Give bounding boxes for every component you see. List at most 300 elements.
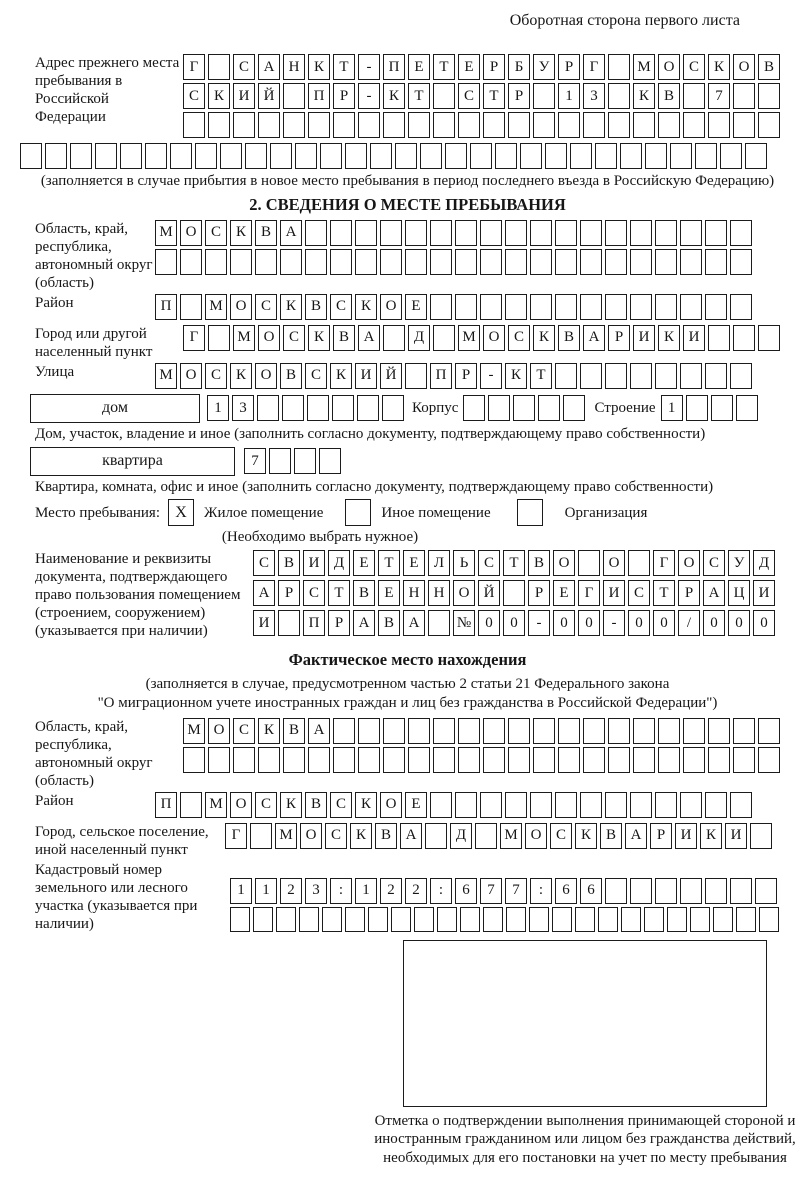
char-box[interactable]: С	[233, 54, 255, 80]
char-box[interactable]: Е	[405, 792, 427, 818]
char-box[interactable]	[458, 747, 480, 773]
document-row-1[interactable]	[253, 550, 778, 576]
stay-residential-checkbox[interactable]: X	[168, 499, 194, 526]
char-box[interactable]	[680, 249, 702, 275]
char-box[interactable]: С	[255, 792, 277, 818]
char-box[interactable]	[630, 220, 652, 246]
char-box[interactable]: 0	[478, 610, 500, 636]
char-box[interactable]	[705, 878, 727, 904]
char-box[interactable]	[759, 907, 779, 932]
char-box[interactable]: С	[325, 823, 347, 849]
actual-district-row[interactable]	[155, 792, 755, 818]
char-box[interactable]: В	[658, 83, 680, 109]
char-box[interactable]	[253, 907, 273, 932]
char-box[interactable]	[208, 54, 230, 80]
char-box[interactable]	[633, 112, 655, 138]
char-box[interactable]: М	[155, 220, 177, 246]
char-box[interactable]	[605, 878, 627, 904]
char-box[interactable]: №	[453, 610, 475, 636]
char-box[interactable]	[433, 112, 455, 138]
prev-address-row-1[interactable]	[183, 54, 783, 80]
char-box[interactable]: К	[208, 83, 230, 109]
char-box[interactable]	[580, 249, 602, 275]
char-box[interactable]	[580, 792, 602, 818]
char-box[interactable]	[257, 395, 279, 421]
char-box[interactable]: -	[603, 610, 625, 636]
char-box[interactable]: К	[308, 54, 330, 80]
char-box[interactable]	[358, 718, 380, 744]
prev-address-row-4[interactable]	[20, 143, 780, 169]
char-box[interactable]	[433, 747, 455, 773]
region-row-1[interactable]	[155, 220, 755, 246]
char-box[interactable]	[433, 83, 455, 109]
char-box[interactable]: :	[530, 878, 552, 904]
char-box[interactable]: В	[333, 325, 355, 351]
char-box[interactable]	[428, 610, 450, 636]
char-box[interactable]: 2	[405, 878, 427, 904]
char-box[interactable]: К	[383, 83, 405, 109]
char-box[interactable]	[508, 718, 530, 744]
char-box[interactable]	[455, 792, 477, 818]
cadastre-row-1[interactable]	[230, 878, 782, 904]
char-box[interactable]: Е	[378, 580, 400, 606]
char-box[interactable]: И	[725, 823, 747, 849]
char-box[interactable]	[680, 220, 702, 246]
char-box[interactable]: Н	[283, 54, 305, 80]
char-box[interactable]	[683, 747, 705, 773]
char-box[interactable]	[655, 878, 677, 904]
char-box[interactable]	[605, 363, 627, 389]
char-box[interactable]	[750, 823, 772, 849]
char-box[interactable]: Р	[508, 83, 530, 109]
char-box[interactable]: -	[358, 83, 380, 109]
char-box[interactable]	[505, 792, 527, 818]
char-box[interactable]	[608, 54, 630, 80]
house-number-row[interactable]	[207, 395, 407, 421]
char-box[interactable]: 1	[355, 878, 377, 904]
char-box[interactable]	[655, 249, 677, 275]
stay-other-checkbox[interactable]	[345, 499, 371, 526]
char-box[interactable]	[558, 718, 580, 744]
char-box[interactable]	[533, 747, 555, 773]
char-box[interactable]	[230, 249, 252, 275]
char-box[interactable]: В	[305, 792, 327, 818]
char-box[interactable]	[358, 112, 380, 138]
char-box[interactable]	[120, 143, 142, 169]
char-box[interactable]: Е	[458, 54, 480, 80]
char-box[interactable]: С	[305, 363, 327, 389]
prev-address-row-3[interactable]	[183, 112, 783, 138]
char-box[interactable]: 0	[703, 610, 725, 636]
char-box[interactable]	[620, 143, 642, 169]
char-box[interactable]	[405, 249, 427, 275]
char-box[interactable]	[480, 249, 502, 275]
char-box[interactable]	[95, 143, 117, 169]
char-box[interactable]: С	[205, 363, 227, 389]
char-box[interactable]	[488, 395, 510, 421]
char-box[interactable]	[250, 823, 272, 849]
char-box[interactable]	[430, 792, 452, 818]
char-box[interactable]	[530, 294, 552, 320]
char-box[interactable]: О	[230, 792, 252, 818]
char-box[interactable]	[720, 143, 742, 169]
char-box[interactable]	[245, 143, 267, 169]
char-box[interactable]	[295, 143, 317, 169]
char-box[interactable]: А	[583, 325, 605, 351]
char-box[interactable]	[333, 718, 355, 744]
char-box[interactable]: В	[378, 610, 400, 636]
char-box[interactable]: О	[258, 325, 280, 351]
char-box[interactable]	[708, 112, 730, 138]
char-box[interactable]	[736, 395, 758, 421]
char-box[interactable]	[307, 395, 329, 421]
char-box[interactable]: В	[255, 220, 277, 246]
char-box[interactable]: К	[355, 792, 377, 818]
char-box[interactable]	[630, 878, 652, 904]
char-box[interactable]: М	[633, 54, 655, 80]
char-box[interactable]: Л	[428, 550, 450, 576]
char-box[interactable]: Й	[258, 83, 280, 109]
char-box[interactable]	[233, 747, 255, 773]
char-box[interactable]	[680, 363, 702, 389]
char-box[interactable]: П	[303, 610, 325, 636]
char-box[interactable]: О	[230, 294, 252, 320]
stay-organization-checkbox[interactable]	[517, 499, 543, 526]
char-box[interactable]: Р	[328, 610, 350, 636]
char-box[interactable]	[513, 395, 535, 421]
char-box[interactable]	[758, 718, 780, 744]
char-box[interactable]: М	[275, 823, 297, 849]
char-box[interactable]	[505, 249, 527, 275]
char-box[interactable]: Р	[650, 823, 672, 849]
char-box[interactable]	[308, 747, 330, 773]
char-box[interactable]	[552, 907, 572, 932]
char-box[interactable]: 6	[455, 878, 477, 904]
char-box[interactable]	[705, 294, 727, 320]
char-box[interactable]: Ц	[728, 580, 750, 606]
char-box[interactable]	[730, 220, 752, 246]
char-box[interactable]: Т	[333, 54, 355, 80]
char-box[interactable]: О	[733, 54, 755, 80]
char-box[interactable]: С	[253, 550, 275, 576]
char-box[interactable]: М	[205, 792, 227, 818]
city-row[interactable]	[183, 325, 783, 351]
char-box[interactable]	[320, 143, 342, 169]
char-box[interactable]	[433, 325, 455, 351]
char-box[interactable]: :	[330, 878, 352, 904]
char-box[interactable]: 6	[580, 878, 602, 904]
char-box[interactable]	[755, 878, 777, 904]
char-box[interactable]	[608, 747, 630, 773]
char-box[interactable]: 2	[380, 878, 402, 904]
char-box[interactable]	[758, 83, 780, 109]
char-box[interactable]: 3	[232, 395, 254, 421]
char-box[interactable]	[408, 718, 430, 744]
char-box[interactable]: В	[278, 550, 300, 576]
char-box[interactable]	[208, 325, 230, 351]
char-box[interactable]	[630, 294, 652, 320]
char-box[interactable]: И	[675, 823, 697, 849]
char-box[interactable]	[733, 747, 755, 773]
char-box[interactable]	[644, 907, 664, 932]
char-box[interactable]	[391, 907, 411, 932]
char-box[interactable]	[283, 83, 305, 109]
char-box[interactable]	[621, 907, 641, 932]
korpus-row[interactable]	[463, 395, 588, 421]
char-box[interactable]: А	[280, 220, 302, 246]
char-box[interactable]: 7	[244, 448, 266, 474]
char-box[interactable]	[408, 112, 430, 138]
char-box[interactable]	[180, 792, 202, 818]
char-box[interactable]: А	[358, 325, 380, 351]
char-box[interactable]: К	[230, 220, 252, 246]
char-box[interactable]	[395, 143, 417, 169]
char-box[interactable]: 0	[553, 610, 575, 636]
char-box[interactable]	[545, 143, 567, 169]
char-box[interactable]: В	[305, 294, 327, 320]
char-box[interactable]	[480, 294, 502, 320]
char-box[interactable]	[180, 249, 202, 275]
char-box[interactable]	[530, 249, 552, 275]
char-box[interactable]: С	[628, 580, 650, 606]
char-box[interactable]: Г	[583, 54, 605, 80]
char-box[interactable]	[283, 112, 305, 138]
char-box[interactable]	[575, 907, 595, 932]
char-box[interactable]	[655, 792, 677, 818]
char-box[interactable]	[208, 747, 230, 773]
char-box[interactable]: 3	[583, 83, 605, 109]
char-box[interactable]	[380, 220, 402, 246]
char-box[interactable]	[563, 395, 585, 421]
char-box[interactable]: В	[283, 718, 305, 744]
char-box[interactable]	[655, 294, 677, 320]
char-box[interactable]	[368, 907, 388, 932]
char-box[interactable]	[633, 747, 655, 773]
char-box[interactable]: Т	[408, 83, 430, 109]
char-box[interactable]	[458, 112, 480, 138]
char-box[interactable]: Н	[428, 580, 450, 606]
char-box[interactable]	[383, 112, 405, 138]
char-box[interactable]: В	[375, 823, 397, 849]
char-box[interactable]	[655, 220, 677, 246]
char-box[interactable]	[758, 747, 780, 773]
char-box[interactable]	[583, 747, 605, 773]
char-box[interactable]: А	[258, 54, 280, 80]
char-box[interactable]: О	[525, 823, 547, 849]
char-box[interactable]	[155, 249, 177, 275]
char-box[interactable]	[670, 143, 692, 169]
char-box[interactable]	[713, 907, 733, 932]
char-box[interactable]	[733, 112, 755, 138]
char-box[interactable]: Д	[753, 550, 775, 576]
char-box[interactable]	[463, 395, 485, 421]
stroenie-row[interactable]	[661, 395, 761, 421]
char-box[interactable]: Р	[528, 580, 550, 606]
char-box[interactable]	[357, 395, 379, 421]
char-box[interactable]: А	[308, 718, 330, 744]
char-box[interactable]	[294, 448, 316, 474]
char-box[interactable]: В	[528, 550, 550, 576]
char-box[interactable]: Т	[378, 550, 400, 576]
char-box[interactable]: 1	[255, 878, 277, 904]
char-box[interactable]: С	[330, 792, 352, 818]
char-box[interactable]	[330, 220, 352, 246]
char-box[interactable]	[430, 294, 452, 320]
char-box[interactable]	[608, 718, 630, 744]
char-box[interactable]: О	[380, 792, 402, 818]
char-box[interactable]	[605, 220, 627, 246]
char-box[interactable]	[183, 112, 205, 138]
char-box[interactable]: С	[508, 325, 530, 351]
char-box[interactable]	[145, 143, 167, 169]
street-row[interactable]	[155, 363, 755, 389]
char-box[interactable]	[708, 747, 730, 773]
char-box[interactable]: Р	[608, 325, 630, 351]
char-box[interactable]: С	[183, 83, 205, 109]
char-box[interactable]: О	[678, 550, 700, 576]
char-box[interactable]	[269, 448, 291, 474]
char-box[interactable]: В	[600, 823, 622, 849]
char-box[interactable]: М	[500, 823, 522, 849]
char-box[interactable]: Т	[530, 363, 552, 389]
char-box[interactable]	[483, 718, 505, 744]
char-box[interactable]	[233, 112, 255, 138]
char-box[interactable]	[170, 143, 192, 169]
char-box[interactable]	[506, 907, 526, 932]
char-box[interactable]	[655, 363, 677, 389]
char-box[interactable]: 0	[753, 610, 775, 636]
char-box[interactable]	[330, 249, 352, 275]
char-box[interactable]: К	[308, 325, 330, 351]
char-box[interactable]	[475, 823, 497, 849]
char-box[interactable]	[405, 220, 427, 246]
char-box[interactable]	[733, 83, 755, 109]
char-box[interactable]	[708, 718, 730, 744]
char-box[interactable]	[458, 718, 480, 744]
char-box[interactable]	[299, 907, 319, 932]
char-box[interactable]	[628, 550, 650, 576]
char-box[interactable]	[630, 249, 652, 275]
char-box[interactable]: Г	[653, 550, 675, 576]
char-box[interactable]: Е	[553, 580, 575, 606]
char-box[interactable]	[20, 143, 42, 169]
char-box[interactable]: П	[383, 54, 405, 80]
char-box[interactable]	[605, 294, 627, 320]
char-box[interactable]: Е	[405, 294, 427, 320]
char-box[interactable]	[683, 112, 705, 138]
char-box[interactable]: И	[253, 610, 275, 636]
char-box[interactable]	[605, 249, 627, 275]
char-box[interactable]	[45, 143, 67, 169]
char-box[interactable]: С	[303, 580, 325, 606]
char-box[interactable]	[283, 747, 305, 773]
char-box[interactable]	[455, 249, 477, 275]
char-box[interactable]: П	[430, 363, 452, 389]
char-box[interactable]	[405, 363, 427, 389]
char-box[interactable]	[345, 907, 365, 932]
char-box[interactable]: О	[553, 550, 575, 576]
char-box[interactable]	[282, 395, 304, 421]
char-box[interactable]: О	[255, 363, 277, 389]
char-box[interactable]: И	[753, 580, 775, 606]
char-box[interactable]	[258, 747, 280, 773]
char-box[interactable]: М	[233, 325, 255, 351]
char-box[interactable]	[555, 792, 577, 818]
prev-address-row-2[interactable]	[183, 83, 783, 109]
char-box[interactable]: К	[505, 363, 527, 389]
char-box[interactable]	[445, 143, 467, 169]
char-box[interactable]	[319, 448, 341, 474]
char-box[interactable]: К	[658, 325, 680, 351]
char-box[interactable]	[680, 294, 702, 320]
char-box[interactable]	[733, 325, 755, 351]
char-box[interactable]	[332, 395, 354, 421]
char-box[interactable]: О	[603, 550, 625, 576]
char-box[interactable]: С	[283, 325, 305, 351]
cadastre-row-2[interactable]	[230, 907, 782, 932]
char-box[interactable]	[505, 220, 527, 246]
char-box[interactable]	[580, 363, 602, 389]
char-box[interactable]	[730, 294, 752, 320]
char-box[interactable]: О	[180, 220, 202, 246]
char-box[interactable]	[680, 792, 702, 818]
char-box[interactable]: Т	[653, 580, 675, 606]
char-box[interactable]	[408, 747, 430, 773]
char-box[interactable]	[420, 143, 442, 169]
char-box[interactable]: О	[300, 823, 322, 849]
char-box[interactable]	[580, 220, 602, 246]
char-box[interactable]: :	[430, 878, 452, 904]
char-box[interactable]: 2	[280, 878, 302, 904]
char-box[interactable]	[308, 112, 330, 138]
char-box[interactable]	[430, 249, 452, 275]
char-box[interactable]: А	[400, 823, 422, 849]
char-box[interactable]: К	[350, 823, 372, 849]
char-box[interactable]: О	[380, 294, 402, 320]
char-box[interactable]	[508, 112, 530, 138]
char-box[interactable]: А	[625, 823, 647, 849]
char-box[interactable]	[630, 792, 652, 818]
char-box[interactable]: А	[353, 610, 375, 636]
char-box[interactable]: К	[355, 294, 377, 320]
char-box[interactable]	[503, 580, 525, 606]
char-box[interactable]	[383, 747, 405, 773]
char-box[interactable]	[538, 395, 560, 421]
char-box[interactable]: О	[658, 54, 680, 80]
char-box[interactable]: Й	[380, 363, 402, 389]
apartment-row[interactable]	[244, 448, 344, 474]
char-box[interactable]	[425, 823, 447, 849]
char-box[interactable]: К	[280, 792, 302, 818]
char-box[interactable]	[580, 294, 602, 320]
char-box[interactable]: Е	[408, 54, 430, 80]
char-box[interactable]	[278, 610, 300, 636]
char-box[interactable]	[730, 878, 752, 904]
char-box[interactable]: 0	[503, 610, 525, 636]
char-box[interactable]: Д	[328, 550, 350, 576]
char-box[interactable]: В	[353, 580, 375, 606]
char-box[interactable]: Р	[678, 580, 700, 606]
char-box[interactable]: С	[458, 83, 480, 109]
char-box[interactable]	[658, 747, 680, 773]
document-row-3[interactable]	[253, 610, 778, 636]
char-box[interactable]	[578, 550, 600, 576]
char-box[interactable]: Р	[558, 54, 580, 80]
char-box[interactable]	[533, 112, 555, 138]
char-box[interactable]: К	[708, 54, 730, 80]
char-box[interactable]: 1	[230, 878, 252, 904]
char-box[interactable]	[558, 747, 580, 773]
